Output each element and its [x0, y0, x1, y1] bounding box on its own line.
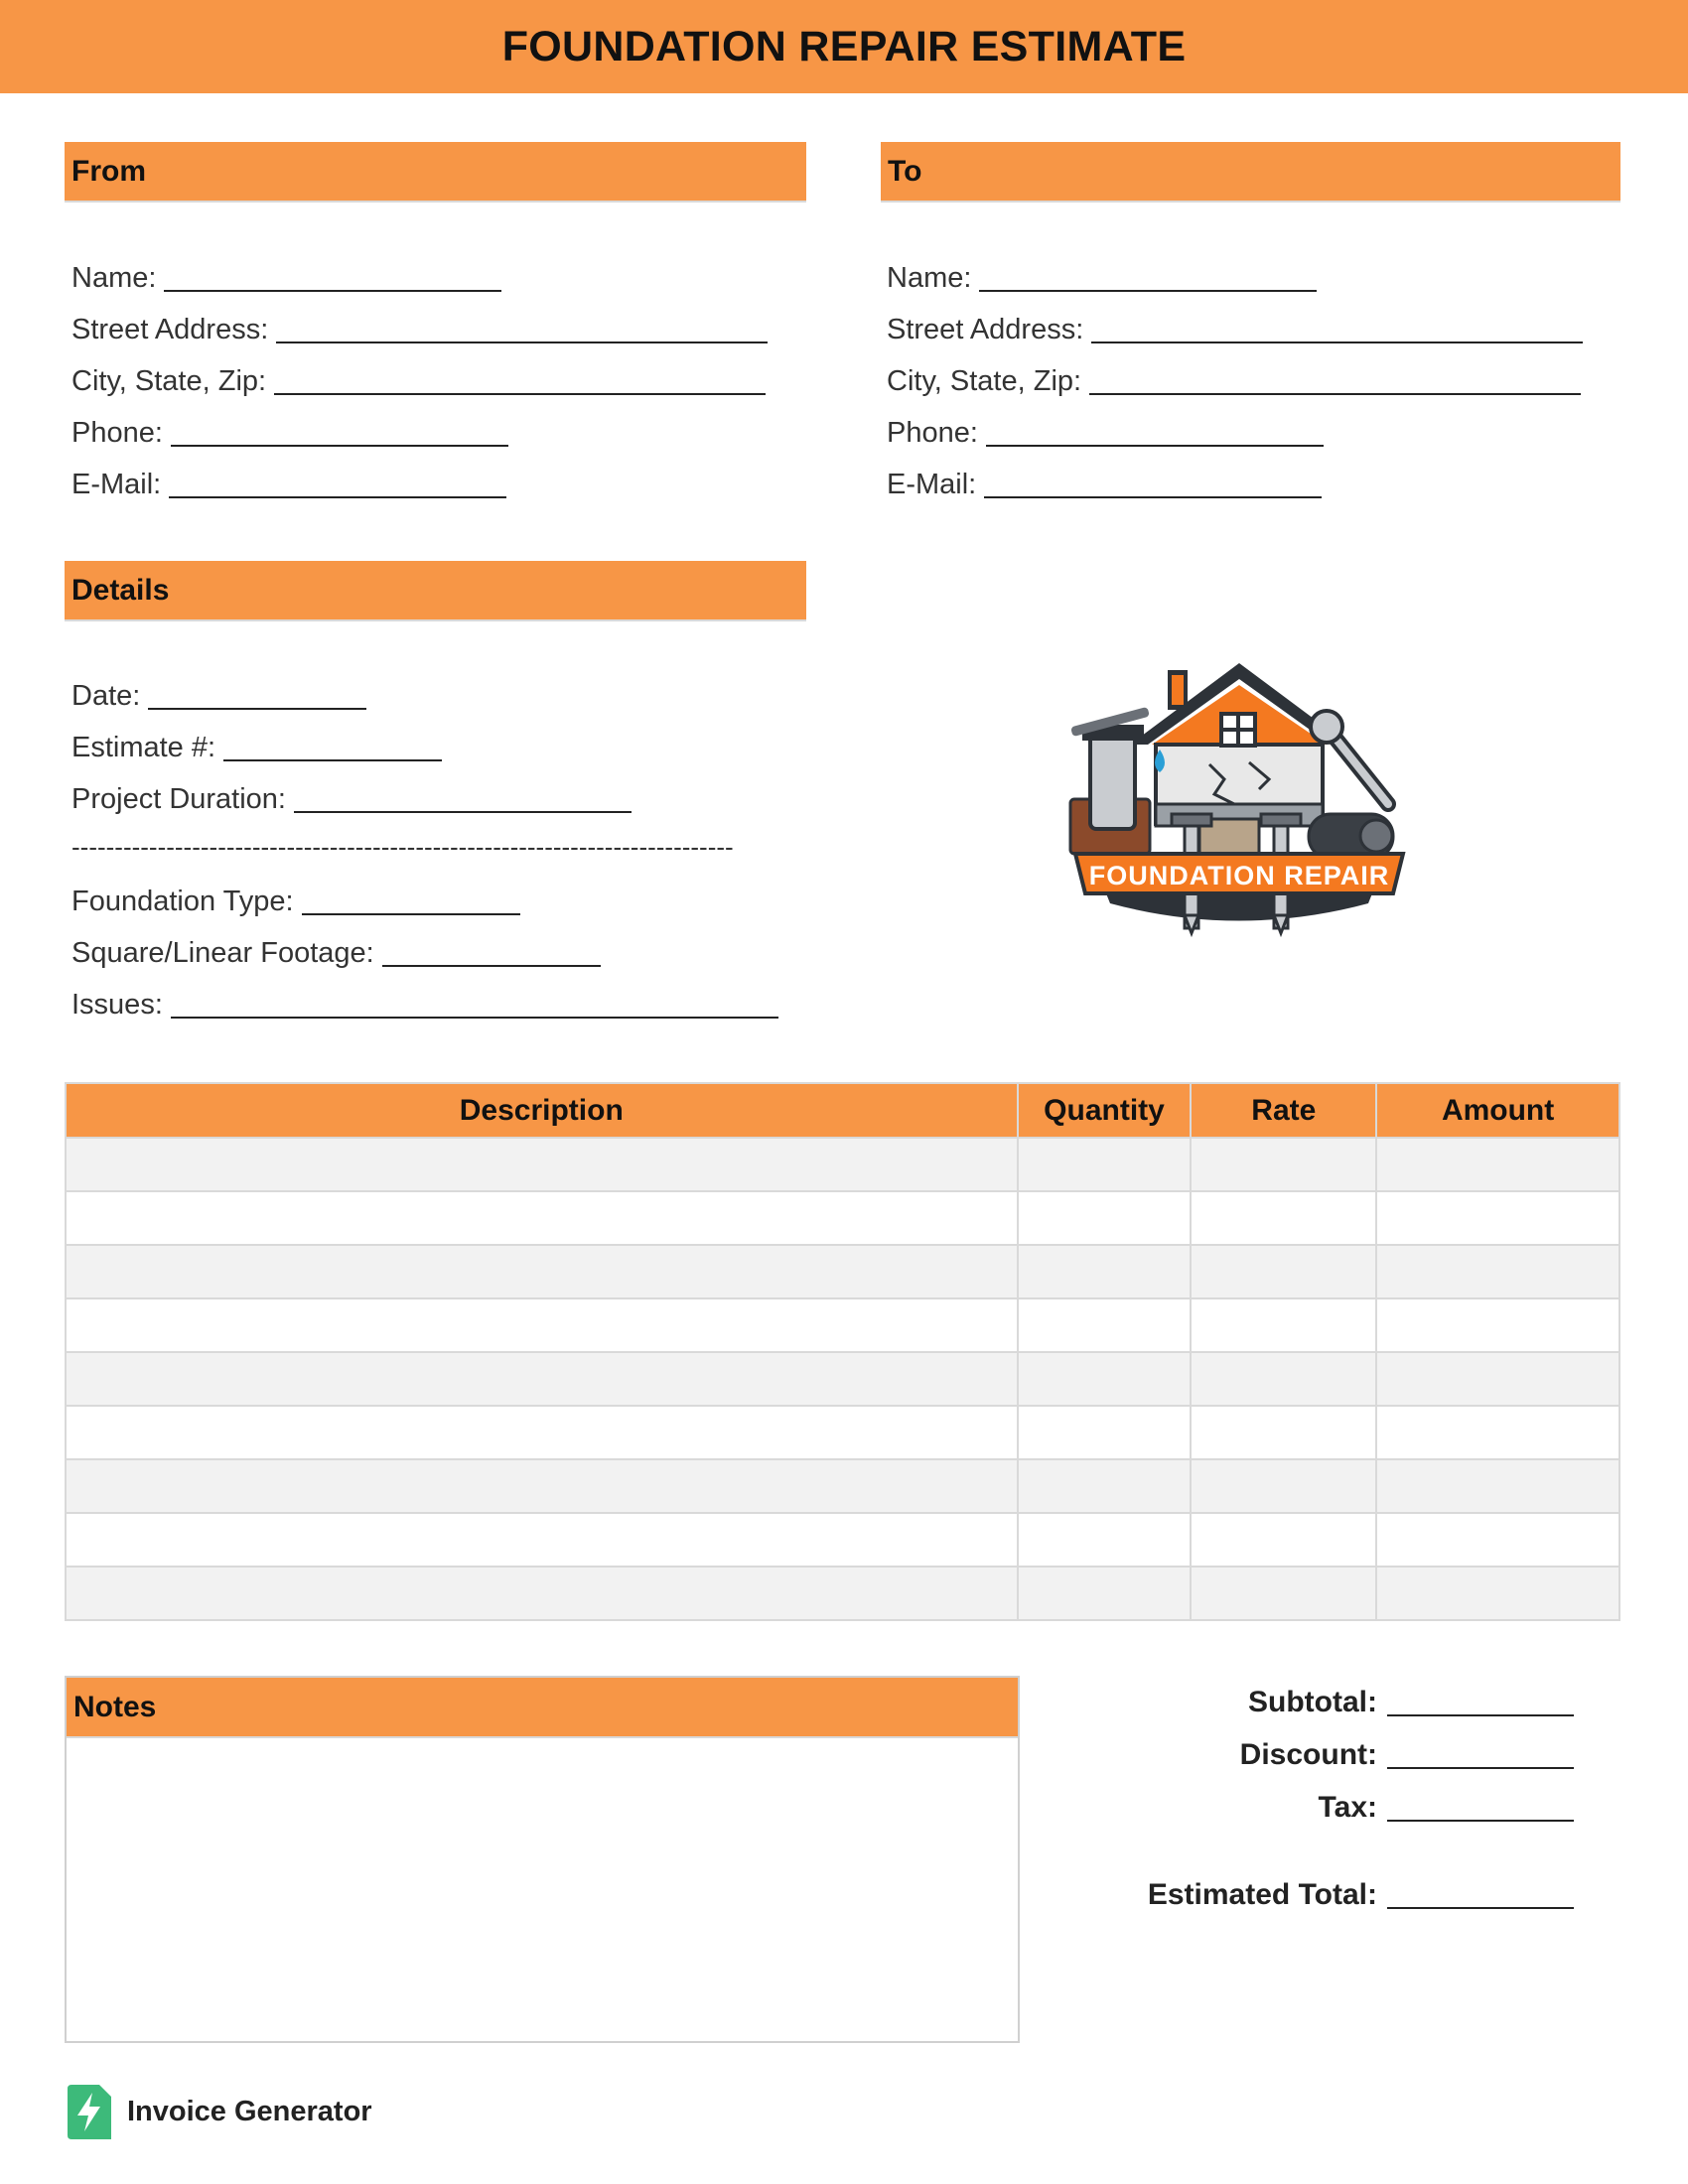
footage-field[interactable] — [71, 930, 601, 970]
estimate-number-label: Estimate #: — [71, 732, 216, 763]
to-name-label: Name: — [887, 262, 972, 294]
description-cell[interactable] — [66, 1406, 1018, 1459]
description-cell[interactable] — [66, 1191, 1018, 1245]
from-street-label: Street Address: — [71, 314, 269, 345]
col-amount: Amount — [1376, 1083, 1619, 1138]
description-cell[interactable] — [66, 1245, 1018, 1298]
from-city-label: City, State, Zip: — [71, 365, 267, 397]
to-phone-label: Phone: — [887, 417, 978, 449]
estimated-total-line[interactable] — [1387, 1906, 1574, 1909]
discount-row[interactable] — [1092, 1732, 1574, 1772]
from-city-line[interactable] — [274, 392, 766, 395]
to-phone-field[interactable] — [887, 410, 1324, 450]
issues-field[interactable] — [71, 982, 778, 1022]
notes-header — [67, 1678, 1018, 1738]
lightning-bolt-icon — [68, 2085, 111, 2139]
details-header — [65, 561, 806, 621]
from-email-label: E-Mail: — [71, 469, 162, 500]
tax-line[interactable] — [1387, 1819, 1574, 1822]
description-cell[interactable] — [66, 1298, 1018, 1352]
date-label: Date: — [71, 680, 141, 712]
table-row — [66, 1191, 1619, 1245]
amount-cell[interactable] — [1376, 1191, 1619, 1245]
to-email-field[interactable] — [887, 462, 1322, 501]
from-street-field[interactable] — [71, 307, 768, 346]
from-city-field[interactable] — [71, 358, 766, 398]
house-foundation-repair-icon — [1060, 655, 1418, 943]
amount-cell[interactable] — [1376, 1352, 1619, 1406]
to-street-line[interactable] — [1091, 341, 1583, 343]
subtotal-label: Subtotal: — [1248, 1686, 1377, 1718]
issues-label: Issues: — [71, 989, 163, 1021]
to-email-line[interactable] — [984, 495, 1322, 498]
footage-label: Square/Linear Footage: — [71, 937, 374, 969]
table-row — [66, 1352, 1619, 1406]
totals-block — [1092, 1680, 1574, 1912]
items-table — [65, 1082, 1620, 1621]
table-header-row — [66, 1083, 1619, 1138]
quantity-cell[interactable] — [1018, 1406, 1192, 1459]
rate-cell[interactable] — [1191, 1567, 1376, 1620]
date-line[interactable] — [148, 707, 366, 710]
table-row — [66, 1138, 1619, 1191]
to-street-field[interactable] — [887, 307, 1583, 346]
description-cell[interactable] — [66, 1513, 1018, 1567]
quantity-cell[interactable] — [1018, 1459, 1192, 1513]
project-duration-line[interactable] — [294, 810, 632, 813]
table-row — [66, 1513, 1619, 1567]
to-street-label: Street Address: — [887, 314, 1084, 345]
to-header — [881, 142, 1620, 203]
quantity-cell[interactable] — [1018, 1352, 1192, 1406]
estimated-total-row[interactable] — [1092, 1872, 1574, 1912]
quantity-cell[interactable] — [1018, 1567, 1192, 1620]
from-header — [65, 142, 806, 203]
amount-cell[interactable] — [1376, 1459, 1619, 1513]
date-field[interactable] — [71, 673, 366, 713]
rate-cell[interactable] — [1191, 1245, 1376, 1298]
tax-row[interactable] — [1092, 1785, 1574, 1825]
col-description: Description — [66, 1083, 1018, 1138]
amount-cell[interactable] — [1376, 1567, 1619, 1620]
amount-cell[interactable] — [1376, 1298, 1619, 1352]
table-row — [66, 1567, 1619, 1620]
description-cell[interactable] — [66, 1352, 1018, 1406]
footer-brand[interactable] — [68, 2085, 372, 2139]
amount-cell[interactable] — [1376, 1406, 1619, 1459]
project-duration-field[interactable] — [71, 776, 632, 816]
rate-cell[interactable] — [1191, 1138, 1376, 1191]
rate-cell[interactable] — [1191, 1298, 1376, 1352]
table-row — [66, 1245, 1619, 1298]
quantity-cell[interactable] — [1018, 1138, 1192, 1191]
logo-text: FOUNDATION REPAIR — [1088, 861, 1390, 890]
quantity-cell[interactable] — [1018, 1298, 1192, 1352]
estimated-total-label: Estimated Total: — [1147, 1878, 1377, 1911]
discount-label: Discount: — [1239, 1738, 1377, 1771]
subtotal-line[interactable] — [1387, 1713, 1574, 1716]
details-header-label: Details — [71, 573, 170, 607]
from-phone-line[interactable] — [171, 444, 508, 447]
notes-header-label: Notes — [73, 1690, 157, 1723]
to-city-label: City, State, Zip: — [887, 365, 1082, 397]
foundation-type-field[interactable] — [71, 879, 520, 918]
table-row — [66, 1298, 1619, 1352]
estimate-number-field[interactable] — [71, 725, 442, 764]
to-email-label: E-Mail: — [887, 469, 977, 500]
foundation-repair-logo — [1060, 655, 1418, 943]
rate-cell[interactable] — [1191, 1459, 1376, 1513]
from-name-field[interactable] — [71, 255, 501, 295]
from-name-label: Name: — [71, 262, 157, 294]
quantity-cell[interactable] — [1018, 1191, 1192, 1245]
quantity-cell[interactable] — [1018, 1245, 1192, 1298]
amount-cell[interactable] — [1376, 1513, 1619, 1567]
from-email-field[interactable] — [71, 462, 506, 501]
to-city-field[interactable] — [887, 358, 1581, 398]
table-row — [66, 1406, 1619, 1459]
notes-box[interactable] — [65, 1676, 1020, 2043]
discount-line[interactable] — [1387, 1766, 1574, 1769]
foundation-type-line[interactable] — [302, 912, 520, 915]
description-cell[interactable] — [66, 1459, 1018, 1513]
amount-cell[interactable] — [1376, 1138, 1619, 1191]
from-email-line[interactable] — [169, 495, 506, 498]
rate-cell[interactable] — [1191, 1191, 1376, 1245]
to-city-line[interactable] — [1089, 392, 1581, 395]
to-header-label: To — [888, 154, 922, 188]
col-quantity: Quantity — [1018, 1083, 1192, 1138]
details-separator: ----------------------------------------------------------------------------- — [71, 832, 734, 862]
quantity-cell[interactable] — [1018, 1513, 1192, 1567]
col-rate: Rate — [1191, 1083, 1376, 1138]
table-row — [66, 1459, 1619, 1513]
description-cell[interactable] — [66, 1567, 1018, 1620]
footage-line[interactable] — [382, 964, 601, 967]
estimate-number-line[interactable] — [223, 758, 442, 761]
description-cell[interactable] — [66, 1138, 1018, 1191]
to-phone-line[interactable] — [986, 444, 1324, 447]
to-name-line[interactable] — [979, 289, 1317, 292]
to-name-field[interactable] — [887, 255, 1317, 295]
page-title: FOUNDATION REPAIR ESTIMATE — [501, 22, 1187, 70]
from-name-line[interactable] — [164, 289, 501, 292]
project-duration-label: Project Duration: — [71, 783, 286, 815]
rate-cell[interactable] — [1191, 1352, 1376, 1406]
footer-brand-name: Invoice Generator — [127, 2096, 372, 2127]
amount-cell[interactable] — [1376, 1245, 1619, 1298]
from-phone-field[interactable] — [71, 410, 508, 450]
from-street-line[interactable] — [276, 341, 768, 343]
foundation-type-label: Foundation Type: — [71, 886, 294, 917]
from-phone-label: Phone: — [71, 417, 163, 449]
tax-label: Tax: — [1318, 1791, 1377, 1824]
title-bar — [0, 0, 1688, 93]
issues-line[interactable] — [171, 1016, 778, 1019]
rate-cell[interactable] — [1191, 1406, 1376, 1459]
from-header-label: From — [71, 154, 146, 188]
subtotal-row[interactable] — [1092, 1680, 1574, 1719]
rate-cell[interactable] — [1191, 1513, 1376, 1567]
